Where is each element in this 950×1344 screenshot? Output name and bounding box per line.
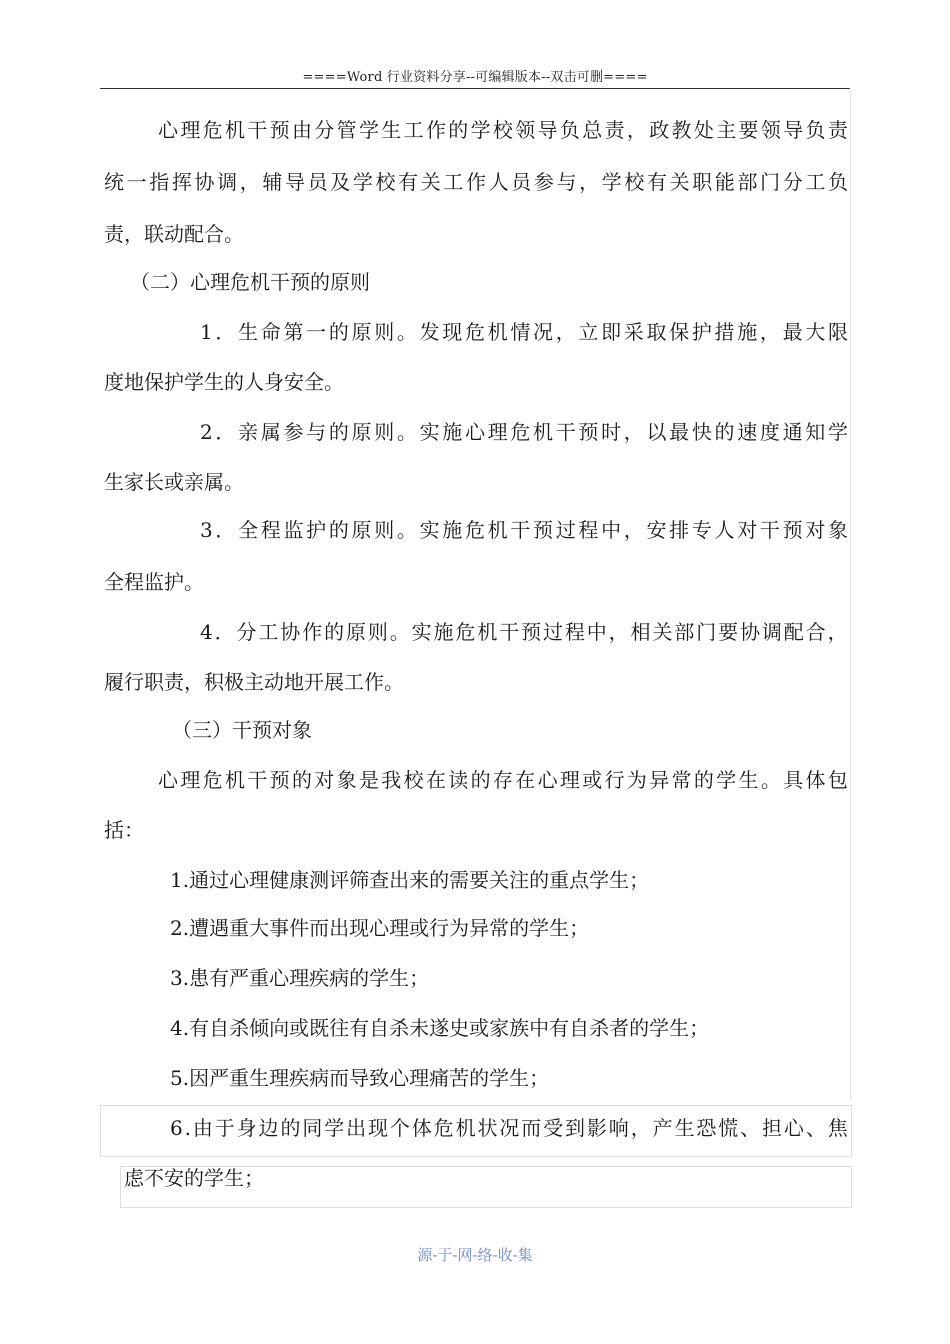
list-item: 2.遭遇重大事件而出现心理或行为异常的学生； (170, 916, 590, 940)
list-item: 虑不安的学生； (124, 1166, 264, 1190)
list-item: 6 . 由 于 身 边 的 同 学 出 现 个 体 危 机 状 况 而 受 到 影 响 ， 产 生 恐 慌 、 担 心 、 焦 (170, 1116, 848, 1140)
list-item: 4.有自杀倾向或既往有自杀未遂史或家族中有自杀者的学生； (170, 1016, 710, 1040)
page-header: ====Word 行业资料分享--可编辑版本--双击可删==== (302, 70, 648, 85)
body-line: 3 ． 全 程 监 护 的 原 则 。 实 施 危 机 干 预 过 程 中 ， 安 排 专 人 对 干 预 对 象 (200, 518, 848, 542)
body-line: 括： (104, 818, 144, 842)
body-line: 心 理 危 机 干 预 的 对 象 是 我 校 在 读 的 存 在 心 理 或 行 为 异 常 的 学 生 。 具 体 包 (158, 768, 848, 792)
body-line: 2 ． 亲 属 参 与 的 原 则 。 实 施 心 理 危 机 干 预 时 ， 以 最 快 的 速 度 通 知 学 (200, 420, 848, 444)
section-heading: （三）干预对象 (172, 718, 312, 742)
page-footer: 源-于-网-络-收-集 (417, 1246, 533, 1264)
list-item: 5.因严重生理疾病而导致心理痛苦的学生； (170, 1066, 550, 1090)
body-line: 生家长或亲属。 (104, 470, 244, 494)
body-line: 1 ． 生 命 第 一 的 原 则 。 发 现 危 机 情 况 ， 立 即 采 取 保 护 措 施 ， 最 大 限 (200, 320, 848, 344)
body-line: 全程监护。 (104, 570, 204, 594)
body-line: 心 理 危 机 干 预 由 分 管 学 生 工 作 的 学 校 领 导 负 总 责 ， 政 教 处 主 要 领 导 负 责 (158, 118, 848, 142)
body-line: 履行职责，积极主动地开展工作。 (104, 670, 404, 694)
body-line: 统 一 指 挥 协 调 ， 辅 导 员 及 学 校 有 关 工 作 人 员 参 与 ， 学 校 有 关 职 能 部 门 分 工 负 (104, 170, 848, 194)
body-line: 4 ． 分 工 协 作 的 原 则 。 实 施 危 机 干 预 过 程 中 ， 相 关 部 门 要 协 调 配 合 ， (200, 620, 848, 644)
body-line: 责，联动配合。 (104, 222, 244, 246)
section-heading: （二）心理危机干预的原则 (130, 270, 370, 294)
right-margin-line (850, 90, 851, 1100)
header-divider (100, 88, 850, 89)
list-item: 1.通过心理健康测评筛查出来的需要关注的重点学生； (170, 868, 650, 892)
list-item: 3.患有严重心理疾病的学生； (170, 966, 430, 990)
body-line: 度地保护学生的人身安全。 (104, 370, 344, 394)
